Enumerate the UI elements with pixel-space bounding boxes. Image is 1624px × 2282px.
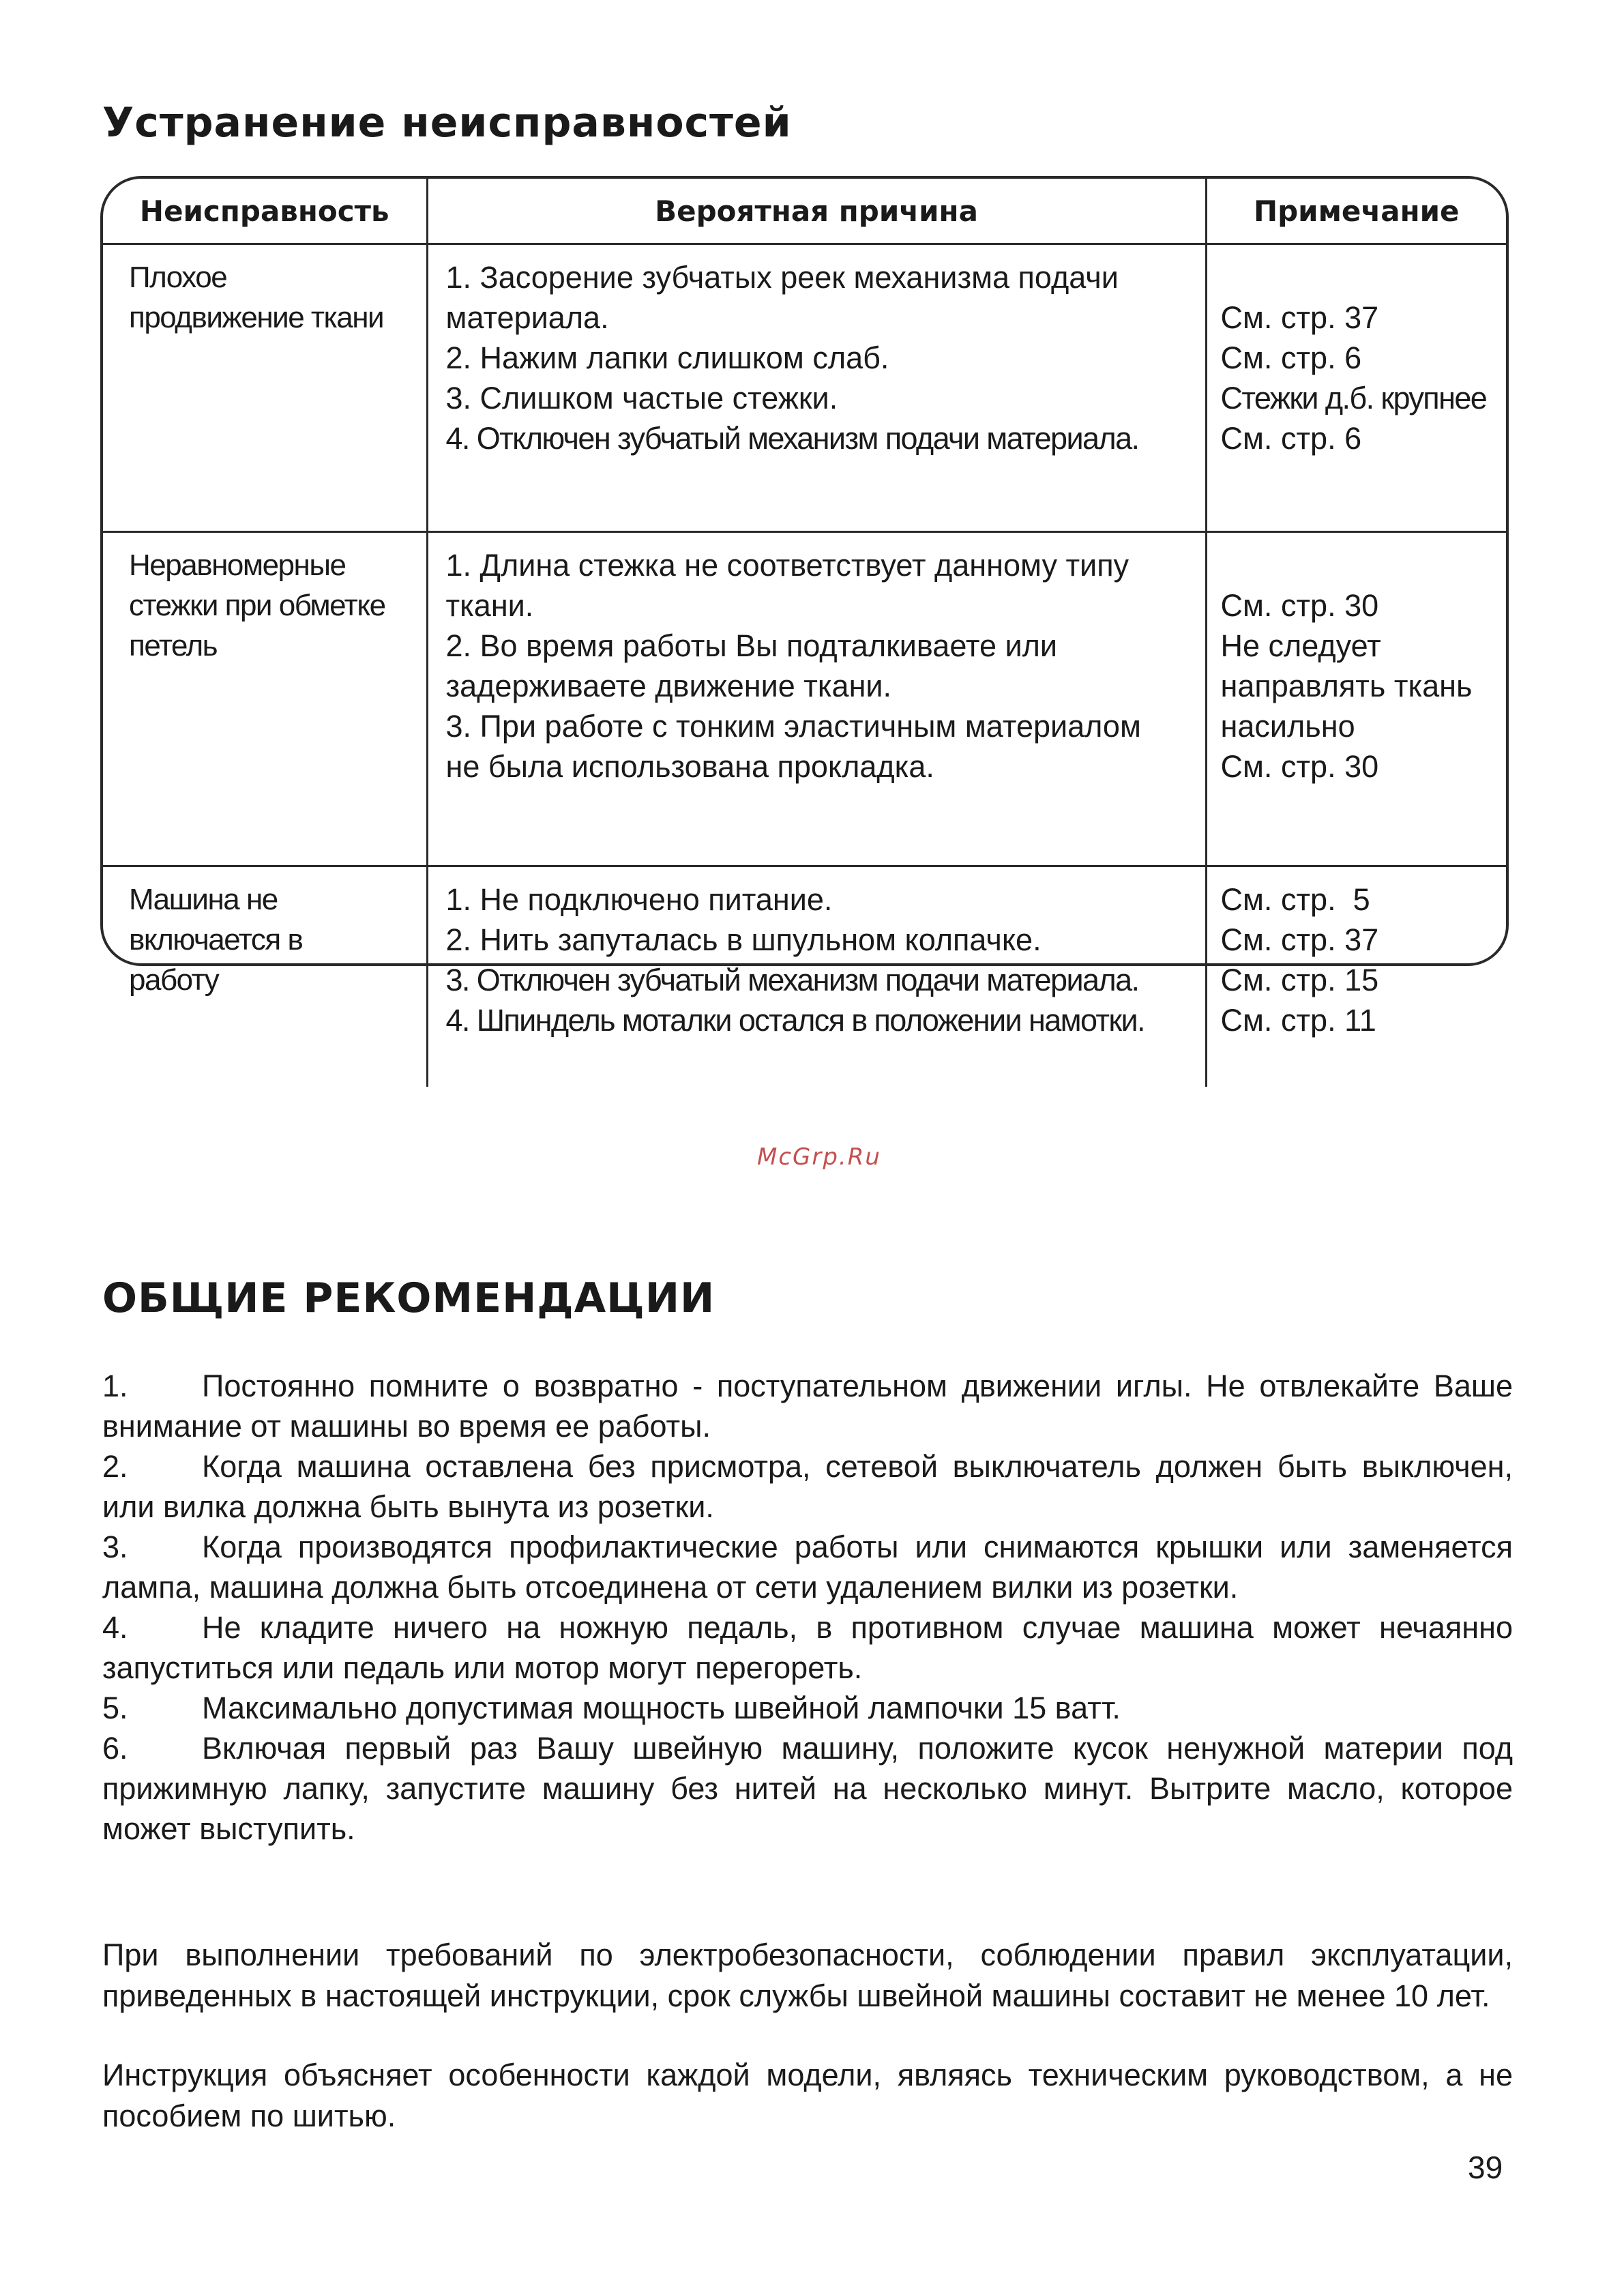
note-line: См. стр. 30	[1220, 588, 1379, 623]
cause-line: 2. Нажим лапки слишком слаб.	[445, 340, 889, 375]
fault-line: петель	[129, 629, 218, 662]
troubleshooting-table	[103, 179, 1506, 1087]
watermark-link[interactable]: McGrp.Ru	[757, 1143, 881, 1171]
header-note: Примечание	[1206, 179, 1506, 244]
cause-line: 1. Засорение зубчатых реек механизма подачи	[445, 260, 1119, 295]
note-line: См. стр. 30	[1220, 749, 1379, 784]
troubleshooting-title: Устранение неисправностей	[102, 99, 792, 147]
note-line: См. стр. 6	[1220, 421, 1362, 456]
note-cell	[1206, 532, 1506, 866]
item-number: 5.	[102, 1691, 128, 1725]
item-text: Постоянно помните о возвратно - поступательном движении иглы. Не отвлекайте Ваше внимание от машины во время ее работы.	[102, 1369, 1513, 1444]
cause-line: задерживаете движение ткани.	[445, 669, 892, 703]
note-line: Стежки д.б. крупнее	[1220, 381, 1487, 415]
cause-line: ткани.	[445, 588, 534, 623]
cause-line: материала.	[445, 300, 609, 335]
cause-cell	[427, 244, 1206, 532]
note-line: См. стр. 37	[1220, 300, 1379, 335]
note-line: См. стр. 15	[1220, 963, 1379, 997]
list-item	[102, 1446, 1513, 1527]
service-life-paragraph: При выполнении требований по электробезопасности, соблюдении правил эксплуатации, приведенных в настоящей инструкции, срок службы швейной машины составит не менее 10 лет.	[102, 1937, 1513, 2013]
note-line: См. стр. 6	[1220, 340, 1362, 375]
list-item	[102, 1527, 1513, 1607]
cause-line: 4. Отключен зубчатый механизм подачи материала.	[445, 421, 1139, 456]
item-number: 1.	[102, 1369, 128, 1403]
note-line: См. стр. 37	[1220, 922, 1379, 957]
list-item	[102, 1688, 1513, 1728]
note-line: направлять ткань	[1220, 669, 1473, 703]
fault-line: Плохое	[129, 261, 227, 294]
item-number: 6.	[102, 1731, 128, 1766]
table-row	[103, 532, 1506, 866]
fault-line: включается в	[129, 923, 303, 956]
note-line: Не следует	[1220, 628, 1381, 663]
note-line: См. стр. 11	[1220, 1003, 1376, 1038]
list-item	[102, 1366, 1513, 1446]
item-text: Когда производятся профилактические работы или снимаются крышки или заменяется лампа, машина должна быть отсоединена от сети удалением вилки из розетки.	[102, 1530, 1513, 1605]
table-row	[103, 244, 1506, 532]
list-item	[102, 1607, 1513, 1688]
fault-cell	[103, 244, 427, 532]
fault-line: Машина не	[129, 883, 278, 916]
item-text: Когда машина оставлена без присмотра, сетевой выключатель должен быть выключен, или вилка должна быть вынута из розетки.	[102, 1449, 1513, 1524]
fault-line: продвижение ткани	[129, 301, 384, 334]
cause-line: 4. Шпиндель моталки остался в положении намотки.	[445, 1003, 1145, 1038]
header-cause: Вероятная причина	[427, 179, 1206, 244]
list-item	[102, 1728, 1513, 1849]
cause-line: 2. Во время работы Вы подталкиваете или	[445, 628, 1058, 663]
fault-line: Неравномерные	[129, 548, 346, 582]
cause-line: 1. Не подключено питание.	[445, 882, 833, 917]
fault-line: работу	[129, 963, 219, 997]
general-recommendations-title: ОБЩИЕ РЕКОМЕНДАЦИИ	[102, 1274, 715, 1322]
table-header-row	[103, 179, 1506, 244]
item-number: 2.	[102, 1449, 128, 1484]
item-text: Включая первый раз Вашу швейную машину, положите кусок ненужной материи под прижимную лапку, запустите машину без нитей на несколько минут. Вытрите масло, которое может выступить.	[102, 1731, 1513, 1846]
cause-line: 3. Слишком частые стежки.	[445, 381, 838, 415]
fault-cell	[103, 532, 427, 866]
item-text: Не кладите ничего на ножную педаль, в противном случае машина может нечаянно запуститься или педаль или мотор могут перегореть.	[102, 1610, 1513, 1685]
cause-line: не была использована прокладка.	[445, 749, 934, 784]
cause-line: 3. При работе с тонким эластичным материалом	[445, 709, 1141, 744]
header-fault: Неисправность	[103, 179, 427, 244]
cause-line: 1. Длина стежка не соответствует данному типу	[445, 548, 1130, 583]
item-text: Максимально допустимая мощность швейной лампочки 15 ватт.	[202, 1691, 1121, 1725]
page-number: 39	[1468, 2150, 1503, 2185]
cause-line: 2. Нить запуталась в шпульном колпачке.	[445, 922, 1042, 957]
cause-line: 3. Отключен зубчатый механизм подачи материала.	[445, 963, 1139, 997]
note-line: См. стр. 5	[1220, 882, 1370, 917]
note-cell	[1206, 244, 1506, 532]
note-line: насильно	[1220, 709, 1355, 744]
table-row	[103, 866, 1506, 1087]
item-number: 4.	[102, 1610, 128, 1645]
cause-cell	[427, 866, 1206, 1087]
instruction-paragraph: Инструкция объясняет особенности каждой модели, являясь техническим руководством, а не пособием по шитью.	[102, 2058, 1513, 2133]
cause-cell	[427, 532, 1206, 866]
item-number: 3.	[102, 1530, 128, 1564]
recommendations-list	[102, 1366, 1513, 1849]
fault-line: стежки при обметке	[129, 589, 385, 622]
troubleshooting-table-frame	[100, 176, 1509, 1038]
note-cell	[1206, 866, 1506, 1087]
fault-cell	[103, 866, 427, 1087]
